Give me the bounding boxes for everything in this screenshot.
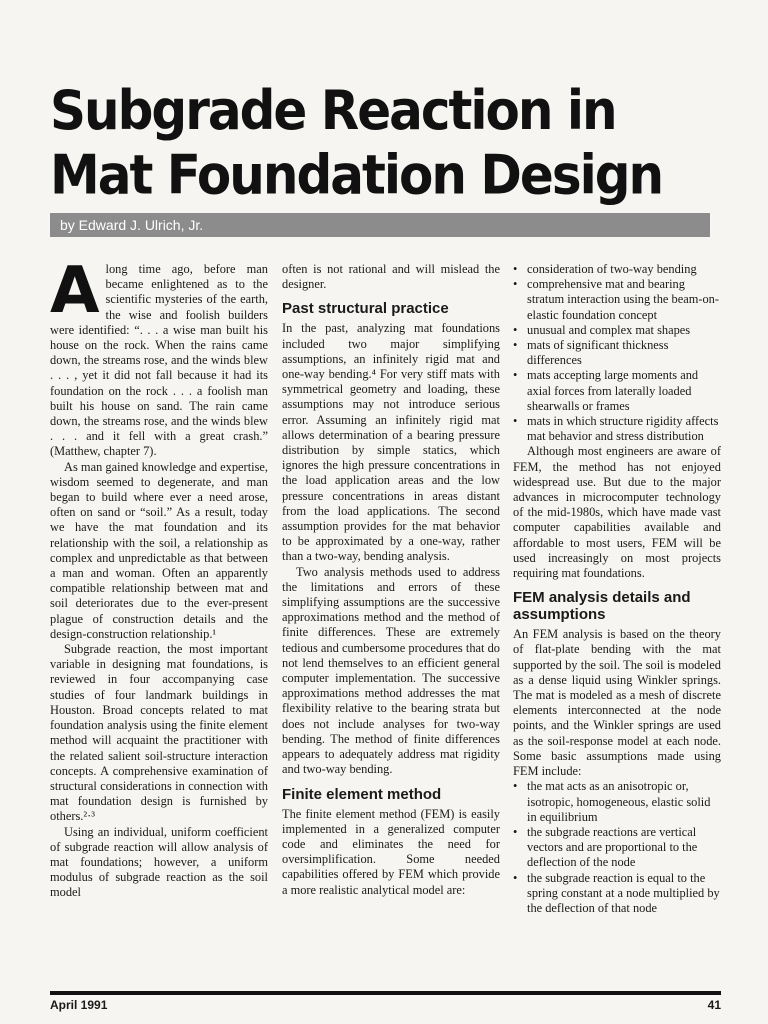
paragraph: Using an individual, uniform coefficient of subgrade reaction will allow analysis of mat foundations; however, a uniform modulus of subgrade reaction as the soil model	[50, 824, 268, 900]
drop-cap: A	[50, 254, 100, 328]
list-item: • mats accepting large moments and axial forces from laterally loaded shearwalls or frames	[513, 368, 721, 414]
bullet-list	[513, 779, 721, 916]
paragraph: Two analysis methods used to address the limitations and errors of these simplifying assumptions are the successive approximations method and the method of finite differences. These are extremely tedious and cumbersome procedures that do not lend themselves to an efficient general computer implementation. The successive approximations method addresses the mat flexibility relative to the bearing strata but does not include analyses for two-way bending. The method of finite differences appears to adequately address mat rigidity and two-way bending.	[282, 564, 500, 777]
issue-date: April 1991	[50, 998, 108, 1012]
section-heading: Finite element method	[282, 785, 442, 803]
paragraph: often is not rational and will mislead the designer.	[282, 262, 500, 292]
list-item: • mats in which structure rigidity affects mat behavior and stress distribution	[513, 414, 721, 444]
paragraph: The finite element method (FEM) is easily implemented in a generalized computer code and eliminates the need for oversimplification. Some needed capabilities offered by FEM which provide a more realistic analytical model are:	[282, 806, 500, 897]
paragraph: In the past, analyzing mat foundations included two major simplifying assumptions, an infinitely rigid mat and one-way bending.⁴ For very stiff mats with symmetrical geometry and loading, these assumptions may not introduce serious error. Assuming an infinitely rigid mat allows determination of a bearing pressure distribution by simple statics, which ignores the high pressure concentrations in the load application areas and the low pressure concentrations in areas distant from the load applications. The second assumption provides for the mat behavior to be approximated by a one-way, rather than a two-way, bending analysis.	[282, 321, 500, 564]
title-line-2: Mat Foundation Design	[50, 143, 663, 207]
paragraph: Although most engineers are aware of FEM, the method has not enjoyed widespread use. But due to the major advances in microcomputer technology of the mid-1980s, which have made vast computer capabilities available and affordable to most users, FEM will be used increasingly on most projects requiring mat foundations.	[513, 444, 721, 581]
title-line-1: Subgrade Reaction in	[50, 79, 616, 142]
list-item: • unusual and complex mat shapes	[513, 323, 721, 338]
column-2	[282, 262, 500, 898]
list-item: • the subgrade reaction is equal to the spring constant at a node multiplied by the deflection of that node	[513, 871, 721, 917]
byline-bar	[50, 213, 710, 237]
list-item: • the subgrade reactions are vertical vectors and are proportional to the deflection of the node	[513, 825, 721, 871]
section-heading: Past structural practice	[282, 300, 449, 318]
paragraph-text: long time ago, before man became enlightened as to the scientific mysteries of the earth, the wise and foolish builders were identified: “. . . a wise man built his house on the rock. When the rains came down, the streams rose, and the winds blew . . . , yet it did not fall because it had its foundation on the rock . . . a foolish man built his house on sand. The rain came down, the streams rose, and the winds blew . . . and it fell with a great crash.” (Matthew, chapter 7).	[50, 262, 268, 459]
column-3	[513, 262, 721, 916]
list-item: • mats of significant thickness differences	[513, 338, 721, 368]
paragraph: Subgrade reaction, the most important variable in designing mat foundations, is reviewed in four accompanying case studies of four landmark buildings in Houston. Broad concepts related to mat foundation analysis using the finite element method will acquaint the practitioner with the related salient soil-structure interaction concepts. A comprehensive examination of structural considerations in connection with mat foundation design is furnished by others.²·³	[50, 642, 268, 824]
list-item: • consideration of two-way bending	[513, 262, 721, 277]
column-1	[50, 254, 268, 901]
list-item: • the mat acts as an anisotropic or, isotropic, homogeneous, elastic solid in equilibrium	[513, 779, 721, 825]
paragraph: An FEM analysis is based on the theory of flat-plate bending with the mat supported by the soil. The soil is modeled as a dense liquid using Winkler springs. The mat is modeled as a mesh of discrete elements interconnected at the node points, and the Winkler springs are used as the soil-response model at each node. Some basic assumptions made using FEM include:	[513, 627, 721, 779]
footer-rule	[50, 991, 721, 995]
byline-text: by Edward J. Ulrich, Jr.	[60, 217, 204, 233]
article-title	[50, 78, 710, 208]
list-item: • comprehensive mat and bearing stratum interaction using the beam-on-elastic foundation concept	[513, 277, 721, 323]
bullet-list	[513, 262, 721, 444]
paragraph: As man gained knowledge and expertise, wisdom seemed to degenerate, and man began to build where ever a need arose, often on sand or “soil.” As a result, today we have the mat foundation and its relationship with the soil, a relationship as complex and unpredictable as that between a man and woman. Often an apparently compatible relationship between mat and soil deteriorates due to the ever-present plague of construction details and the design-construction relationship.¹	[50, 459, 268, 641]
section-heading: FEM analysis details and assumptions	[513, 589, 691, 624]
paragraph	[50, 254, 268, 460]
page-number: 41	[707, 998, 721, 1012]
